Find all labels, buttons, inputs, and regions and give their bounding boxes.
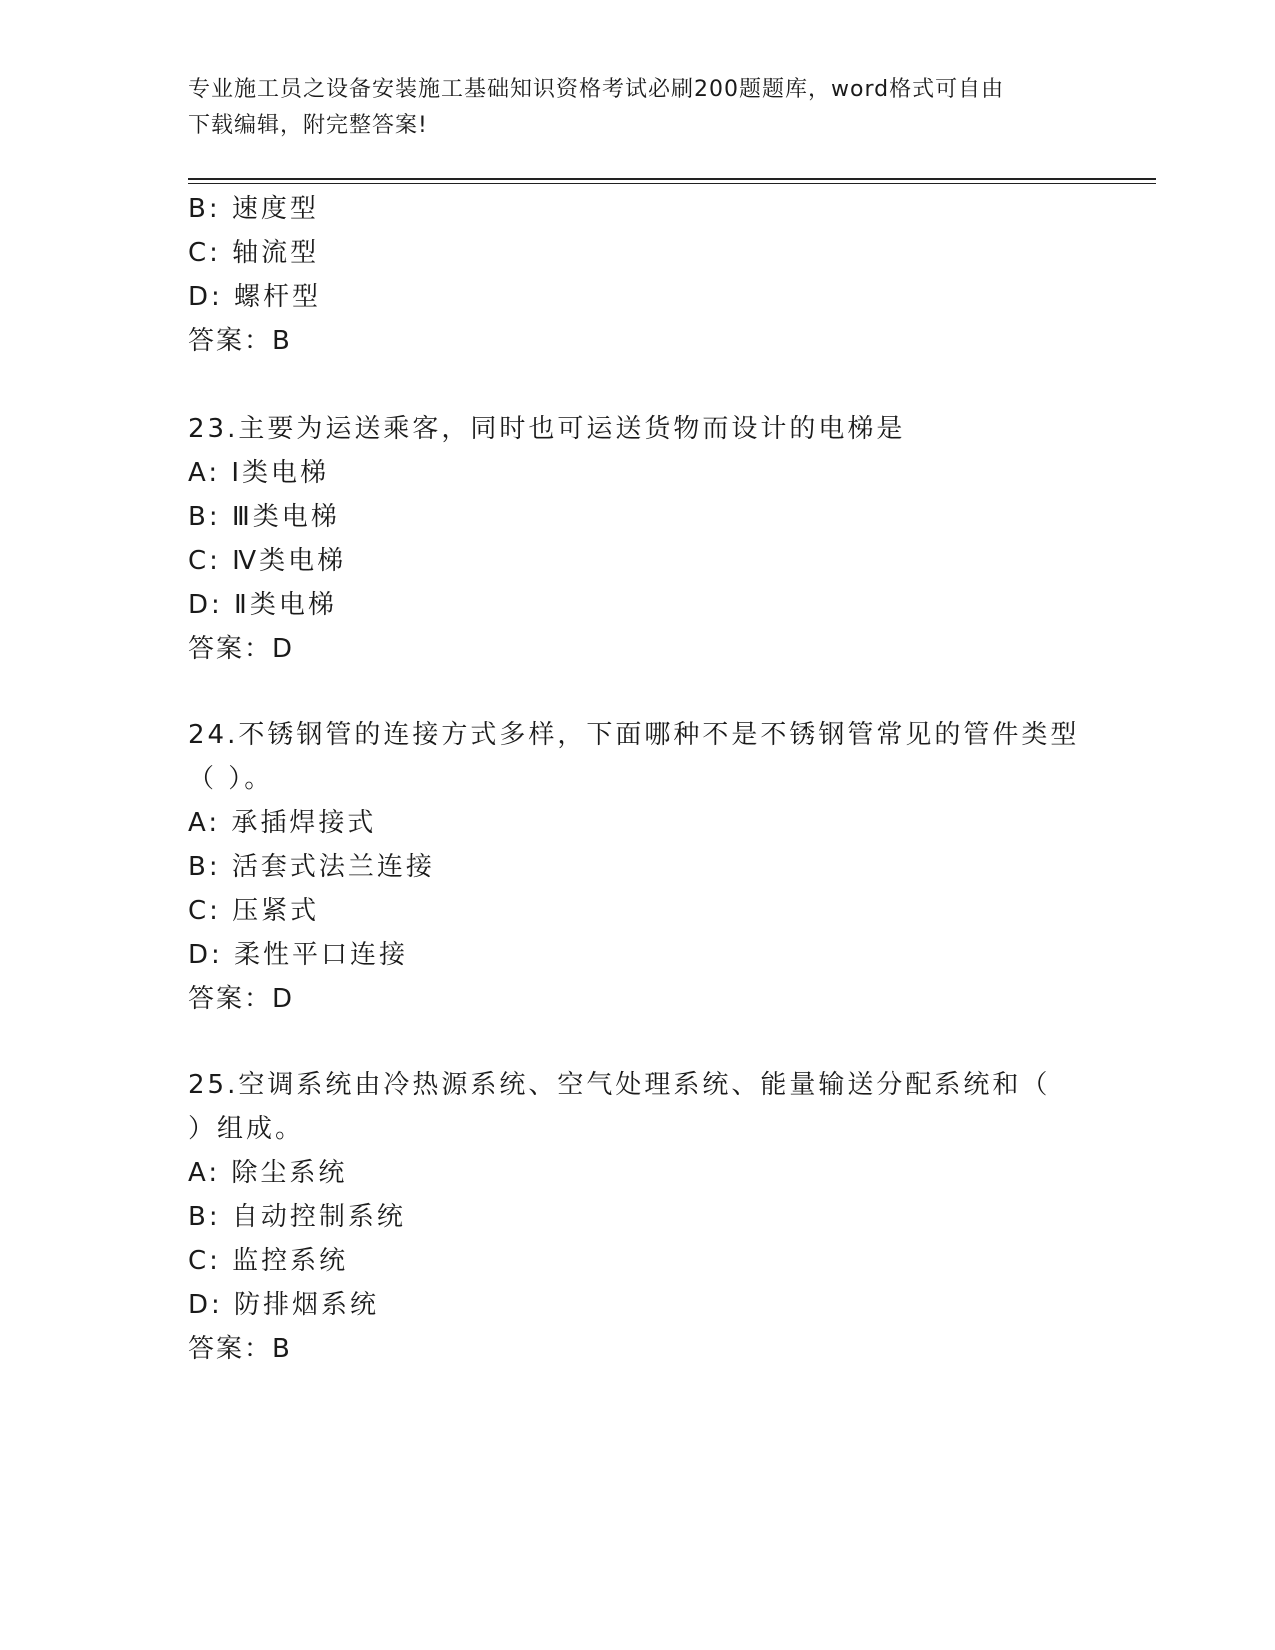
q24-option-d: D: 柔性平口连接 <box>188 940 409 970</box>
q24-stem-line-1: 24.不锈钢管的连接方式多样，下面哪种不是不锈钢管常见的管件类型 <box>188 720 1080 750</box>
q23-stem: 23.主要为运送乘客，同时也可运送货物而设计的电梯是 <box>188 414 906 444</box>
q25-option-a: A: 除尘系统 <box>188 1158 348 1188</box>
q23-option-d: D: Ⅱ类电梯 <box>188 590 337 620</box>
q23-answer: 答案：D <box>188 634 295 664</box>
q24-option-b: B: 活套式法兰连接 <box>188 852 435 882</box>
q23-option-b: B: Ⅲ类电梯 <box>188 502 340 532</box>
prev-answer: 答案：B <box>188 326 292 356</box>
header-divider-thin <box>188 183 1156 184</box>
q25-answer: 答案：B <box>188 1334 292 1364</box>
document-header <box>188 72 1078 144</box>
q23-option-c: C: Ⅳ类电梯 <box>188 546 347 576</box>
q24-option-c: C: 压紧式 <box>188 896 320 926</box>
prev-option-d: D: 螺杆型 <box>188 282 322 312</box>
header-line-1: 专业施工员之设备安装施工基础知识资格考试必刷200题题库，word格式可自由 <box>188 77 1005 102</box>
header-line-2: 下载编辑，附完整答案! <box>188 113 428 138</box>
q25-option-d: D: 防排烟系统 <box>188 1290 380 1320</box>
q24-stem-line-2: （ ）。 <box>188 764 274 794</box>
prev-option-b: B: 速度型 <box>188 194 319 224</box>
header-divider-thick <box>188 178 1156 180</box>
q24-option-a: A: 承插焊接式 <box>188 808 377 838</box>
q25-option-b: B: 自动控制系统 <box>188 1202 406 1232</box>
q23-option-a: A: Ⅰ类电梯 <box>188 458 330 488</box>
q24-answer: 答案：D <box>188 984 295 1014</box>
q25-stem-line-1: 25.空调系统由冷热源系统、空气处理系统、能量输送分配系统和（ <box>188 1070 1051 1100</box>
q25-option-c: C: 监控系统 <box>188 1246 349 1276</box>
q25-stem-line-2: ）组成。 <box>188 1114 305 1144</box>
prev-option-c: C: 轴流型 <box>188 238 320 268</box>
